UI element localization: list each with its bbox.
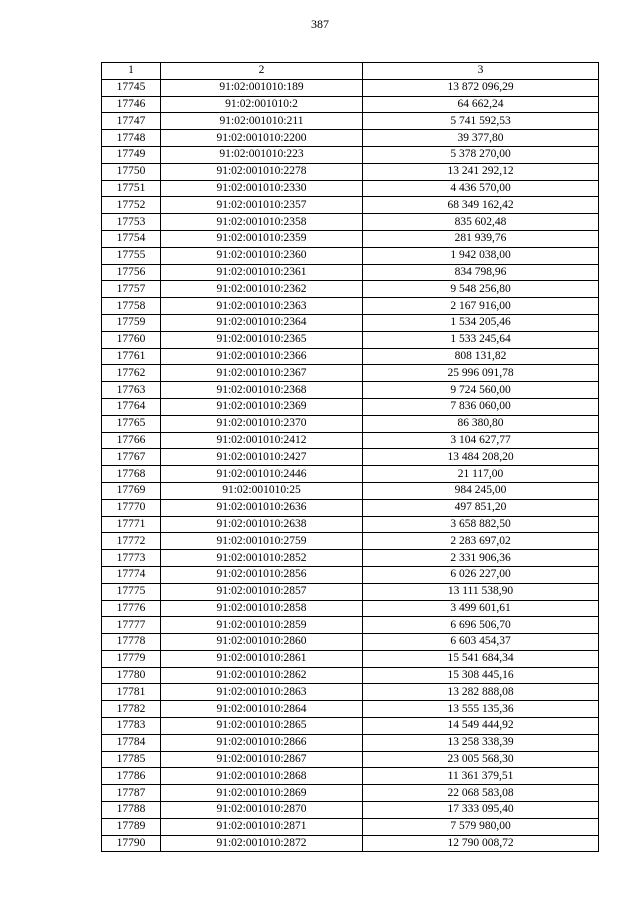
cadastral-id-cell: 91:02:001010:2856 [161, 566, 363, 583]
row-number-cell: 17756 [102, 264, 161, 281]
row-number-cell: 17771 [102, 516, 161, 533]
table-row [102, 432, 599, 449]
row-number-cell: 17779 [102, 650, 161, 667]
table-row [102, 113, 599, 130]
value-cell: 7 836 060,00 [363, 398, 599, 415]
cadastral-id-cell: 91:02:001010:2871 [161, 818, 363, 835]
value-cell: 4 436 570,00 [363, 180, 599, 197]
row-number-cell: 17745 [102, 79, 161, 96]
cadastral-id-cell: 91:02:001010:2366 [161, 348, 363, 365]
table-row [102, 718, 599, 735]
value-cell: 15 541 684,34 [363, 650, 599, 667]
cadastral-id-cell: 91:02:001010:2868 [161, 768, 363, 785]
table-row [102, 634, 599, 651]
value-cell: 9 724 560,00 [363, 382, 599, 399]
table-row [102, 415, 599, 432]
row-number-cell: 17754 [102, 230, 161, 247]
row-number-cell: 17786 [102, 768, 161, 785]
table-row [102, 482, 599, 499]
value-cell: 6 603 454,37 [363, 634, 599, 651]
value-cell: 3 104 627,77 [363, 432, 599, 449]
cadastral-id-cell: 91:02:001010:2759 [161, 533, 363, 550]
table-row [102, 214, 599, 231]
table-header-row [102, 63, 599, 80]
value-cell: 497 851,20 [363, 499, 599, 516]
cadastral-id-cell: 91:02:001010:223 [161, 146, 363, 163]
cadastral-id-cell: 91:02:001010:2363 [161, 298, 363, 315]
value-cell: 22 068 583,08 [363, 785, 599, 802]
table-row [102, 146, 599, 163]
table-row [102, 499, 599, 516]
table-row [102, 667, 599, 684]
value-cell: 25 996 091,78 [363, 365, 599, 382]
value-cell: 3 499 601,61 [363, 600, 599, 617]
table-row [102, 449, 599, 466]
value-cell: 39 377,80 [363, 130, 599, 147]
table-row [102, 230, 599, 247]
cadastral-id-cell: 91:02:001010:2370 [161, 415, 363, 432]
row-number-cell: 17772 [102, 533, 161, 550]
cadastral-id-cell: 91:02:001010:189 [161, 79, 363, 96]
cadastral-id-cell: 91:02:001010:2866 [161, 734, 363, 751]
page-number: 387 [311, 17, 329, 31]
table-row [102, 382, 599, 399]
table-row [102, 650, 599, 667]
row-number-cell: 17778 [102, 634, 161, 651]
row-number-cell: 17757 [102, 281, 161, 298]
row-number-cell: 17751 [102, 180, 161, 197]
value-cell: 13 111 538,90 [363, 583, 599, 600]
table-row [102, 751, 599, 768]
value-cell: 15 308 445,16 [363, 667, 599, 684]
value-cell: 5 741 592,53 [363, 113, 599, 130]
table-row [102, 281, 599, 298]
value-cell: 2 331 906,36 [363, 550, 599, 567]
cadastral-id-cell: 91:02:001010:2368 [161, 382, 363, 399]
table-row [102, 264, 599, 281]
cadastral-id-cell: 91:02:001010:2359 [161, 230, 363, 247]
table-row [102, 818, 599, 835]
cadastral-id-cell: 91:02:001010:2870 [161, 802, 363, 819]
row-number-cell: 17759 [102, 314, 161, 331]
cadastral-id-cell: 91:02:001010:2862 [161, 667, 363, 684]
table-row [102, 617, 599, 634]
row-number-cell: 17758 [102, 298, 161, 315]
row-number-cell: 17764 [102, 398, 161, 415]
row-number-cell: 17760 [102, 331, 161, 348]
value-cell: 7 579 980,00 [363, 818, 599, 835]
value-cell: 6 696 506,70 [363, 617, 599, 634]
value-cell: 86 380,80 [363, 415, 599, 432]
cadastral-id-cell: 91:02:001010:25 [161, 482, 363, 499]
value-cell: 64 662,24 [363, 96, 599, 113]
row-number-cell: 17770 [102, 499, 161, 516]
value-cell: 835 602,48 [363, 214, 599, 231]
cadastre-table [101, 62, 599, 852]
cadastral-id-cell: 91:02:001010:2865 [161, 718, 363, 735]
table-row [102, 684, 599, 701]
table-row [102, 247, 599, 264]
value-cell: 1 942 038,00 [363, 247, 599, 264]
table-row [102, 130, 599, 147]
cadastral-id-cell: 91:02:001010:2636 [161, 499, 363, 516]
value-cell: 1 534 205,46 [363, 314, 599, 331]
cadastral-id-cell: 91:02:001010:2412 [161, 432, 363, 449]
value-cell: 2 283 697,02 [363, 533, 599, 550]
row-number-cell: 17780 [102, 667, 161, 684]
table-row [102, 835, 599, 852]
cadastral-id-cell: 91:02:001010:2863 [161, 684, 363, 701]
value-cell: 834 798,96 [363, 264, 599, 281]
table-row [102, 802, 599, 819]
row-number-cell: 17781 [102, 684, 161, 701]
cadastral-id-cell: 91:02:001010:2364 [161, 314, 363, 331]
cadastral-id-cell: 91:02:001010:2330 [161, 180, 363, 197]
row-number-cell: 17747 [102, 113, 161, 130]
value-cell: 13 484 208,20 [363, 449, 599, 466]
column-header-cadastral-id: 2 [161, 63, 363, 80]
cadastral-id-cell: 91:02:001010:2872 [161, 835, 363, 852]
value-cell: 17 333 095,40 [363, 802, 599, 819]
value-cell: 13 872 096,29 [363, 79, 599, 96]
table-row [102, 348, 599, 365]
row-number-cell: 17788 [102, 802, 161, 819]
cadastral-id-cell: 91:02:001010:2864 [161, 701, 363, 718]
cadastral-id-cell: 91:02:001010:2858 [161, 600, 363, 617]
row-number-cell: 17783 [102, 718, 161, 735]
row-number-cell: 17750 [102, 163, 161, 180]
cadastral-id-cell: 91:02:001010:2859 [161, 617, 363, 634]
row-number-cell: 17777 [102, 617, 161, 634]
row-number-cell: 17782 [102, 701, 161, 718]
value-cell: 14 549 444,92 [363, 718, 599, 735]
table-row [102, 365, 599, 382]
cadastral-id-cell: 91:02:001010:2427 [161, 449, 363, 466]
value-cell: 23 005 568,30 [363, 751, 599, 768]
row-number-cell: 17763 [102, 382, 161, 399]
value-cell: 1 533 245,64 [363, 331, 599, 348]
value-cell: 13 241 292,12 [363, 163, 599, 180]
table-row [102, 79, 599, 96]
value-cell: 11 361 379,51 [363, 768, 599, 785]
table-row [102, 600, 599, 617]
cadastral-id-cell: 91:02:001010:211 [161, 113, 363, 130]
cadastral-id-cell: 91:02:001010:2365 [161, 331, 363, 348]
cadastral-id-cell: 91:02:001010:2369 [161, 398, 363, 415]
value-cell: 68 349 162,42 [363, 197, 599, 214]
cadastral-id-cell: 91:02:001010:2367 [161, 365, 363, 382]
table-row [102, 734, 599, 751]
row-number-cell: 17769 [102, 482, 161, 499]
value-cell: 13 282 888,08 [363, 684, 599, 701]
cadastral-id-cell: 91:02:001010:2861 [161, 650, 363, 667]
table-row [102, 533, 599, 550]
table-row [102, 197, 599, 214]
cadastral-id-cell: 91:02:001010:2638 [161, 516, 363, 533]
row-number-cell: 17775 [102, 583, 161, 600]
table-row [102, 398, 599, 415]
row-number-cell: 17761 [102, 348, 161, 365]
cadastral-id-cell: 91:02:001010:2360 [161, 247, 363, 264]
cadastral-id-cell: 91:02:001010:2869 [161, 785, 363, 802]
cadastral-id-cell: 91:02:001010:2361 [161, 264, 363, 281]
value-cell: 5 378 270,00 [363, 146, 599, 163]
row-number-cell: 17768 [102, 466, 161, 483]
table-body [102, 79, 599, 852]
value-cell: 281 939,76 [363, 230, 599, 247]
cadastral-id-cell: 91:02:001010:2357 [161, 197, 363, 214]
cadastral-id-cell: 91:02:001010:2358 [161, 214, 363, 231]
value-cell: 6 026 227,00 [363, 566, 599, 583]
cadastral-id-cell: 91:02:001010:2860 [161, 634, 363, 651]
value-cell: 2 167 916,00 [363, 298, 599, 315]
row-number-cell: 17746 [102, 96, 161, 113]
table-row [102, 314, 599, 331]
row-number-cell: 17776 [102, 600, 161, 617]
row-number-cell: 17773 [102, 550, 161, 567]
table-row [102, 516, 599, 533]
row-number-cell: 17790 [102, 835, 161, 852]
cadastral-id-cell: 91:02:001010:2852 [161, 550, 363, 567]
row-number-cell: 17787 [102, 785, 161, 802]
cadastral-id-cell: 91:02:001010:2857 [161, 583, 363, 600]
row-number-cell: 17784 [102, 734, 161, 751]
column-header-value: 3 [363, 63, 599, 80]
row-number-cell: 17785 [102, 751, 161, 768]
row-number-cell: 17767 [102, 449, 161, 466]
value-cell: 13 258 338,39 [363, 734, 599, 751]
row-number-cell: 17762 [102, 365, 161, 382]
table-row [102, 180, 599, 197]
table-row [102, 583, 599, 600]
table-row [102, 96, 599, 113]
row-number-cell: 17753 [102, 214, 161, 231]
value-cell: 12 790 008,72 [363, 835, 599, 852]
value-cell: 984 245,00 [363, 482, 599, 499]
cadastral-id-cell: 91:02:001010:2200 [161, 130, 363, 147]
value-cell: 3 658 882,50 [363, 516, 599, 533]
row-number-cell: 17748 [102, 130, 161, 147]
table-row [102, 566, 599, 583]
table-row [102, 466, 599, 483]
row-number-cell: 17789 [102, 818, 161, 835]
table-row [102, 163, 599, 180]
table-row [102, 298, 599, 315]
value-cell: 21 117,00 [363, 466, 599, 483]
value-cell: 9 548 256,80 [363, 281, 599, 298]
table-row [102, 331, 599, 348]
value-cell: 13 555 135,36 [363, 701, 599, 718]
value-cell: 808 131,82 [363, 348, 599, 365]
cadastral-id-cell: 91:02:001010:2867 [161, 751, 363, 768]
row-number-cell: 17752 [102, 197, 161, 214]
row-number-cell: 17774 [102, 566, 161, 583]
row-number-cell: 17766 [102, 432, 161, 449]
column-header-number: 1 [102, 63, 161, 80]
cadastral-id-cell: 91:02:001010:2 [161, 96, 363, 113]
table-row [102, 550, 599, 567]
table-row [102, 701, 599, 718]
row-number-cell: 17749 [102, 146, 161, 163]
table-row [102, 785, 599, 802]
row-number-cell: 17755 [102, 247, 161, 264]
row-number-cell: 17765 [102, 415, 161, 432]
cadastral-id-cell: 91:02:001010:2362 [161, 281, 363, 298]
table-row [102, 768, 599, 785]
cadastral-id-cell: 91:02:001010:2446 [161, 466, 363, 483]
cadastral-id-cell: 91:02:001010:2278 [161, 163, 363, 180]
